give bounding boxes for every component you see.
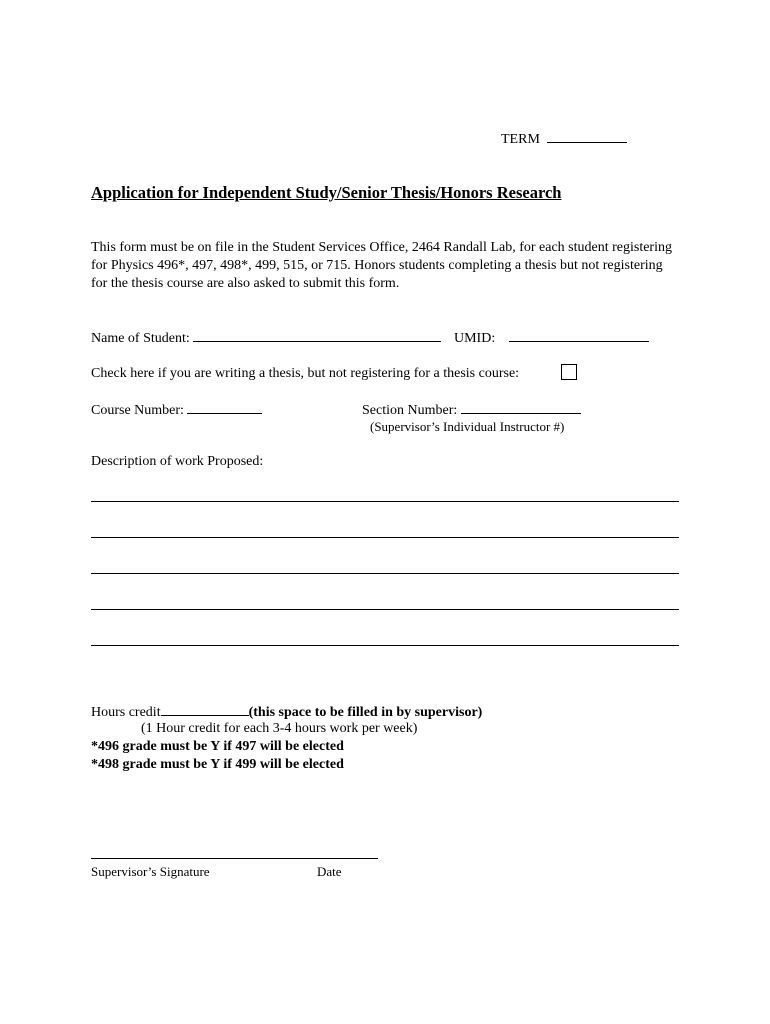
section-number-field: [362, 401, 581, 419]
thesis-checkbox[interactable]: [561, 364, 577, 380]
course-number-field: [91, 401, 262, 419]
hours-rate-note: (1 Hour credit for each 3-4 hours work per week): [141, 721, 418, 736]
course-number-label: Course Number:: [91, 403, 184, 418]
description-line-4[interactable]: [91, 609, 679, 610]
description-line-1[interactable]: [91, 501, 679, 502]
course-number-input-line[interactable]: [187, 401, 262, 414]
term-input-line[interactable]: [547, 130, 627, 143]
note-498: *498 grade must be Y if 499 will be elected: [91, 757, 344, 772]
umid-input-line[interactable]: [509, 329, 649, 342]
signature-line[interactable]: [91, 858, 378, 859]
term-label: TERM: [501, 132, 540, 147]
thesis-check-label: Check here if you are writing a thesis, but not registering for a thesis course:: [91, 366, 520, 381]
umid-field: [454, 329, 649, 347]
description-line-5[interactable]: [91, 645, 679, 646]
section-number-label: Section Number:: [362, 403, 458, 418]
intro-paragraph: This form must be on file in the Student Services Office, 2464 Randall Lab, for each student registering for Physics 496*, 497, 498*, 499, 515, or 715. Honors students completing a thesis but not registering for the thesis course are also asked to submit this form.: [91, 240, 672, 291]
umid-label: UMID:: [454, 331, 496, 346]
description-line-3[interactable]: [91, 573, 679, 574]
description-label: Description of work Proposed:: [91, 454, 264, 469]
student-name-label: Name of Student:: [91, 331, 190, 346]
description-line-2[interactable]: [91, 537, 679, 538]
section-number-input-line[interactable]: [461, 401, 581, 414]
date-label: Date: [317, 864, 342, 879]
supervisor-signature-label: Supervisor’s Signature: [91, 864, 210, 879]
section-note: (Supervisor’s Individual Instructor #): [370, 419, 565, 434]
hours-credit-label: Hours credit: [91, 705, 161, 720]
hours-credit-input-line[interactable]: [161, 703, 249, 716]
student-name-field: [91, 329, 441, 347]
hours-credit-field: [91, 703, 482, 721]
hours-supervisor-note: (this space to be filled in by supervisor): [248, 705, 483, 720]
student-name-input-line[interactable]: [193, 329, 441, 342]
term-field: [501, 130, 627, 148]
note-496: *496 grade must be Y if 497 will be elected: [91, 739, 344, 754]
form-title: Application for Independent Study/Senior Thesis/Honors Research: [91, 183, 562, 202]
